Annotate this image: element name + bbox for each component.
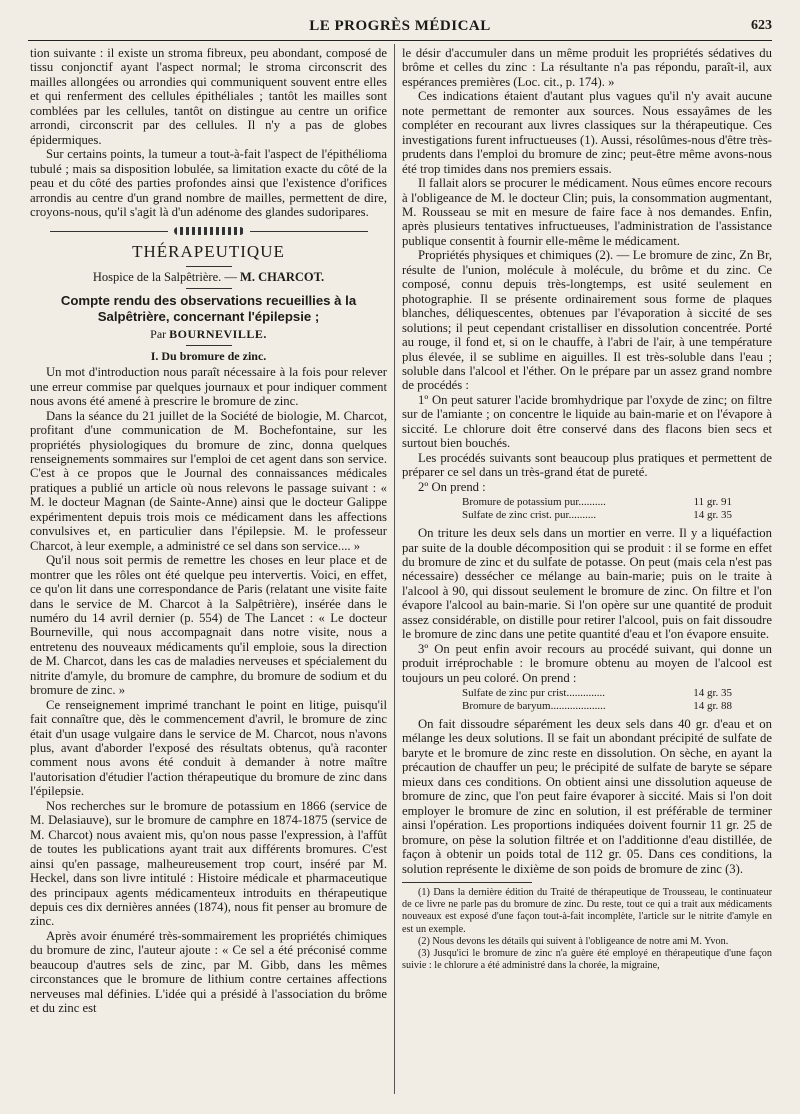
- subsection-title: I. Du bromure de zinc.: [150, 348, 267, 363]
- paragraph: Sur certains points, la tumeur a tout-à-fait l'aspect de l'épithélioma tubulé ; mais sa disposition lobulée, sa limitation exacte du côté de la peau et du côté des parties profondes ainsi que l'existence d'orifices arrondis au centre d'un grand nombre de mailles, permettent de dire, croyons-nous, qu'il s'agit là d'un adénome des glandes sudoripares.: [30, 147, 387, 219]
- hospice-prefix: Hospice de la Salpêtrière. —: [92, 269, 237, 284]
- footnote-rule: [402, 882, 532, 883]
- paragraph: Dans la séance du 21 juillet de la Société de biologie, M. Charcot, profitant d'une communication de M. Bochefontaine, sur les propriétés physiologiques du bromure de zinc, donna quelques renseignements sommaires sur l'emploi de cet agent dans son service. C'est à ce propos que le Journal des connaissances médicales pratiques a publié un article où nous relevons le passage suivant : « M. le docteur Magnan (de Sainte-Anne) ainsi que le docteur Galippe expérimentent depuis trois mois ce médicament dans les affections convulsives et, en particulier dans l'épilepsie. M. le professeur Charcot, à leur exemple, a administré ce sel dans son service.... »: [30, 408, 387, 553]
- page-number: 623: [751, 18, 772, 33]
- recipe-table: [462, 496, 772, 522]
- author-name: BOURNEVILLE.: [169, 327, 267, 342]
- recipe-row: [462, 509, 772, 522]
- paragraph: Les procédés suivants sont beaucoup plus pratiques et permettent de préparer ce sel dans un très-grand état de pureté.: [402, 450, 772, 480]
- paragraph: tion suivante : il existe un stroma fibreux, peu abondant, composé de tissu conjonctif ayant l'aspect normal; le stroma circonscrit des mailles allongées ou arrondies qui communiquent souvent entre elles et qui renferment des cellules épithéliales ; tantôt les mailles sont comblées par les cellules, tantôt on distingue au centre un orifice arrondi, circonscrit par des cellules. Il n'y a pas de globes épidermiques.: [30, 46, 387, 147]
- byline-prefix: Par: [150, 327, 167, 342]
- ingredient-name: Bromure de potassium pur..........: [462, 496, 606, 509]
- paragraph: 2º On prend :: [418, 479, 486, 494]
- paragraph: Après avoir énuméré très-sommairement les propriétés chimiques du bromure de zinc, l'auteur ajoute : « Ce sel a été préconisé comme beaucoup d'autres sels de zinc, par M. Gibb, dans les mêmes circonstances que le bromure de lithium contre certaines affections nerveuses mal définies. L'idée qui a présidé à l'association du brôme et du zinc est: [30, 928, 387, 1016]
- recipe-row: [462, 687, 772, 700]
- ingredient-qty: 14 gr. 88: [693, 700, 732, 713]
- footnote: (1) Dans la dernière édition du Traité de thérapeutique de Trousseau, le continuateur de ce livre ne parle pas du bromure de zinc. Du reste, tout ce qui a trait aux médicaments nouveaux est exposé d'une façon tout-à-fait incomplète, l'article sur le nitrite d'amyle en est un exemple.: [402, 887, 772, 935]
- ingredient-qty: 14 gr. 35: [693, 509, 732, 522]
- ingredient-name: Bromure de baryum....................: [462, 700, 606, 713]
- header-rule: [28, 40, 772, 41]
- footnote: (3) Jusqu'ici le bromure de zinc n'a guère été employé en thérapeutique d'une façon suivie : le chlorure a été administré dans la chorée, la migraine,: [402, 948, 772, 972]
- section-title: THÉRAPEUTIQUE: [132, 242, 285, 262]
- hospice-name: M. CHARCOT.: [240, 269, 325, 284]
- paragraph: le désir d'accumuler dans un même produit les propriétés sédatives du brôme et celles du zinc : La résultante n'a pas répondu, paraît-il, aux espérances premières (Loc. cit., p. 174). »: [402, 46, 772, 89]
- paragraph: On fait dissoudre séparément les deux sels dans 40 gr. d'eau et on mélange les deux solutions. Il se fait un abondant précipité de sulfate de baryte et le bromure de zinc reste en dissolution. On sèche, en ayant la précaution de chauffer un peu; le précipité de sulfate de baryte se sépare mieux dans ces conditions. On obtient ainsi une dissolution aqueuse de bromure de zinc, que l'on peut faire évaporer à siccité. Mais si l'on doit employer le bromure de zinc en solution, il est préférable de terminer ainsi l'opération. Les proportions indiquées doivent fournir 11 gr. 25 de bromure, on pèse la solution filtrée et on l'additionne d'eau distillée, de façon à obtenir un poids total de 112 gr. 05. Dans ces conditions, la solution représente le dixième de son poids de bromure de zinc (3).: [402, 717, 772, 876]
- paragraph: On triture les deux sels dans un mortier en verre. Il y a liquéfaction par suite de la double décomposition qui se produit : il se forme en effet du bromure de zinc et du sulfate de potasse. On peut (mais cela n'est pas nécessaire) dessécher ce mélange au bain-marie; puis on le traite à l'alcool à 90, qui dissout seulement le bromure de zinc. On filtre et l'on évapore l'alcool au bain-marie. Si l'on opère sur une quantité de produit assez considérable, on distille pour retirer l'alcool, puis on fait dissoudre le bromure de zinc dans une petite quantité d'eau et l'on évapore ensuite.: [402, 526, 772, 642]
- page-header: [28, 14, 772, 36]
- paragraph: Il fallait alors se procurer le médicament. Nous eûmes encore recours à l'obligeance de M. le docteur Clin; puis, la consommation augmentant, M. Rousseau se mit en mesure de faire face à nos demandes. Enfin, après plusieurs tentatives infructueuses, l'administration de l'assistance publique consentit à fournir elle-même le médicament.: [402, 176, 772, 248]
- right-column: [402, 46, 772, 972]
- paragraph: Qu'il nous soit permis de remettre les choses en leur place et de montrer que les rôles ont été quelque peu intervertis. Voici, en effet, ce qu'on lit dans une correspondance de Paris (relatant une visite faite dans le service de M. Charcot à la Salpêtrière), insérée dans le numéro du 14 avril dernier (p. 554) de The Lancet : « Le docteur Bourneville, qui nous accompagnait dans notre visite, nous a entretenu des nouveaux médicaments qu'il emploie, sous la direction de M. Charcot, dans les cas de maladies nerveuses et spécialement du nitrite d'amyle, du bromure de camphre, du bromure de sodium et du bromure de zinc. »: [30, 553, 387, 698]
- byline: [30, 327, 387, 341]
- hospice-line: [30, 270, 387, 284]
- recipe-table: [462, 687, 772, 713]
- recipe-row: [462, 496, 772, 509]
- column-divider: [394, 44, 395, 1094]
- paragraph: 1º On peut saturer l'acide bromhydrique par l'oxyde de zinc; on filtre sur de l'amiante ; on concentre le liquide au bain-marie et on l'évapore à siccité. Le chlorure doit être conservé dans des flacons bien secs et surtout bien bouchés.: [402, 392, 772, 451]
- paragraph: Ce renseignement imprimé tranchant le point en litige, puisqu'il fait connaître que, dès le commencement d'avril, le bromure de zinc était d'un usage vulgaire dans le service de M. Charcot, nous n'avons plus, avant d'aborder l'exposé des résultats obtenus, qu'à raconter comment nous avons été conduit à demander à notre maître l'autorisation d'étudier l'action thérapeutique du bromure de zinc dans l'épilepsie.: [30, 697, 387, 799]
- recipe-row: [462, 700, 772, 713]
- paragraph: Ces indications étaient d'autant plus vagues qu'il n'y avait aucune note permettant de remonter aux sources. Nous essayâmes de les compléter en recourant aux livres classiques sur la thérapeutique. Ces investigations furent infructueuses (1). Aussi, résolûmes-nous d'être très-prudents dans l'emploi du bromure de zinc; peut-être même avons-nous été trop timides dans nos premiers essais.: [402, 89, 772, 176]
- section-ornament: [30, 227, 387, 235]
- title-rule: [186, 266, 232, 267]
- ingredient-name: Sulfate de zinc crist. pur..........: [462, 509, 597, 522]
- title-rule: [186, 345, 232, 346]
- footnote: (2) Nous devons les détails qui suivent à l'obligeance de notre ami M. Yvon.: [418, 935, 729, 947]
- ingredient-qty: 14 gr. 35: [693, 687, 732, 700]
- title-rule: [186, 288, 232, 289]
- ingredient-name: Sulfate de zinc pur crist..............: [462, 687, 605, 700]
- paragraph: 3º On peut enfin avoir recours au procédé suivant, qui donne un produit irréprochable : le bromure obtenu au moyen de l'alcool est toujours un peu coloré. On prend :: [402, 641, 772, 685]
- report-title: Compte rendu des observations recueillies à la Salpêtrière, concernant l'épilepsie ;: [60, 293, 357, 325]
- left-column: [30, 46, 387, 1016]
- paragraph: Propriétés physiques et chimiques (2). — Le bromure de zinc, Zn Br, résulte de l'union, molécule à molécule, du brôme et du zinc. Ce composé, connu depuis très-longtemps, est usité seulement en photographie. Il se présente ordinairement sous forme de plaques blanches, déliquescentes, obtenues par l'évaporation à siccité de ses solutions; il peut cependant cristalliser en dissolution concentrée. Porté au rouge, il fond et, si on le chauffe, à l'abri de l'air, à une température plus élevée, il se sublime en aiguilles. Il est très-soluble dans l'eau ; soluble dans l'alcool et l'éther. On le prépare par un assez grand nombre de procédés :: [402, 248, 772, 393]
- ingredient-qty: 11 gr. 91: [693, 496, 732, 509]
- journal-title: LE PROGRÈS MÉDICAL: [309, 18, 491, 34]
- paragraph: Un mot d'introduction nous paraît nécessaire à la fois pour relever une erreur commise par quelques journaux et pour indiquer comment nous avons été amené à prescrire le bromure de zinc.: [30, 365, 387, 409]
- paragraph: Nos recherches sur le bromure de potassium en 1866 (service de M. Delasiauve), sur le bromure de camphre en 1874-1875 (service de M. Charcot) nous avaient mis, qu'on nous passe l'expression, à l'affût de toutes les publications ayant trait aux différents bromures. C'est ainsi qu'en passage, malheureusement trop court, inséré par M. Heckel, dans son livre intitulé : Histoire médicale et pharmaceutique des principaux agents médicamenteux introduits en thérapeutique depuis ces dix dernières années (1874), nous fit penser au bromure de zinc.: [30, 798, 387, 929]
